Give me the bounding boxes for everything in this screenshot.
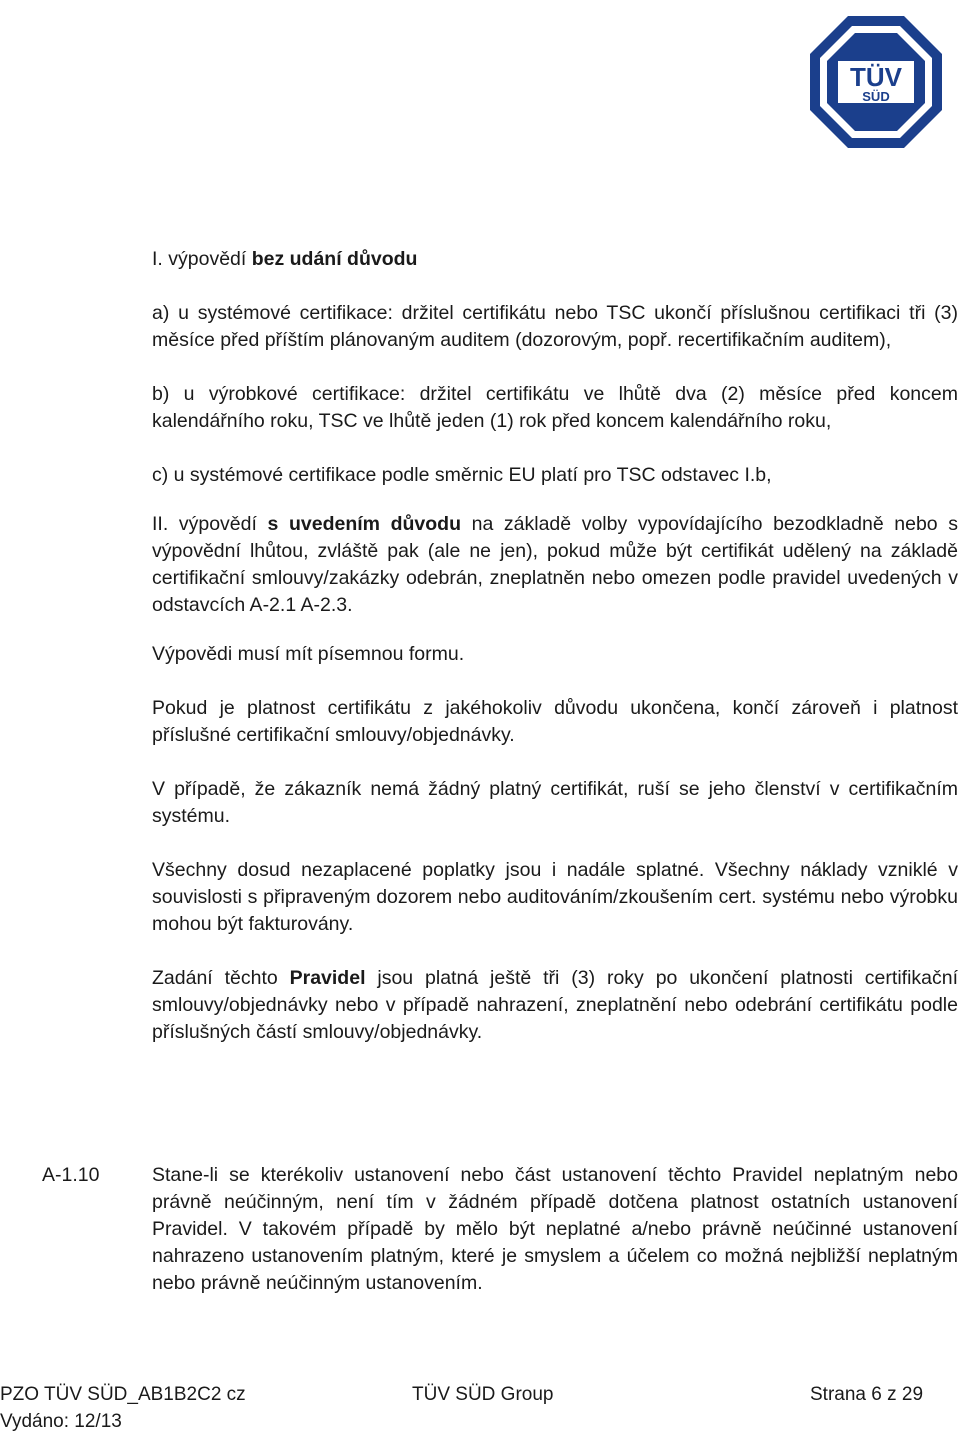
p5-bold: s uvedením důvodu — [267, 513, 461, 535]
p5-prefix: II. výpovědí — [152, 513, 268, 535]
p5-rest: na základě volby vypovídajícího bezodkladně nebo s výpovědní lhůtou, zvláště pak (ale ne jen), pokud může být certifikát udělený na základě certifikační smlouvy/zakázky odebrán, zneplatněn nebo omezen podle pravidel uvedených v odstavcích A-2.1 A-2.3. — [152, 513, 959, 616]
p1-bold: bez udání důvodu — [251, 248, 418, 270]
paragraph-written-form: Výpovědi musí mít písemnou formu. — [152, 643, 465, 665]
paragraph-product-certification: b) u výrobkové certifikace: držitel certifikátu ve lhůtě dva (2) měsíce před koncem kalendářního roku, TSC ve lhůtě jeden (1) rok před koncem kalendářního roku, — [152, 383, 958, 432]
footer-issued: Vydáno: 12/13 — [0, 1411, 122, 1432]
paragraph-termination-with-reason — [152, 511, 958, 619]
paragraph-eu-directives: c) u systémové certifikace podle směrnic EU platí pro TSC odstavec I.b, — [152, 464, 772, 486]
p10-rest: jsou platná ještě tři (3) roky po ukončení platnosti certifikační smlouvy/objednávky nebo v případě nahrazení, zneplatnění nebo odebrání certifikátu podle příslušných částí smlouvy/objednávky. — [152, 967, 959, 1043]
paragraph-system-certification: a) u systémové certifikace: držitel certifikátu nebo TSC ukončí příslušnou certifikaci tři (3) měsíce před příštím plánovaným auditem (dozorovým, popř. recertifikačním auditem), — [152, 302, 958, 351]
document-body — [152, 246, 958, 1046]
paragraph-termination-without-reason — [152, 246, 958, 273]
p1-prefix: I. výpovědí — [152, 248, 252, 270]
tuv-sud-logo — [808, 14, 944, 150]
footer-doc-id: PZO TÜV SÜD_AB1B2C2 cz — [0, 1384, 246, 1405]
paragraph-rules-validity — [152, 965, 958, 1046]
paragraph-fees: Všechny dosud nezaplacené poplatky jsou i nadále splatné. Všechny náklady vzniklé v souvislosti s připraveným dozorem nebo auditováním/zkoušením cert. systému nebo výrobku mohou být fakturovány. — [152, 859, 958, 935]
section-number: A-1.10 — [42, 1164, 100, 1186]
paragraph-certificate-validity: Pokud je platnost certifikátu z jakéhokoliv důvodu ukončena, končí zároveň i platnost příslušné certifikační smlouvy/objednávky. — [152, 697, 958, 746]
logo-sud-text: SÜD — [862, 89, 890, 104]
paragraph-membership: V případě, že zákazník nemá žádný platný certifikát, ruší se jeho členství v certifikačním systému. — [152, 778, 958, 827]
footer-page-number: Strana 6 z 29 — [810, 1384, 924, 1405]
footer-group: TÜV SÜD Group — [412, 1384, 554, 1405]
p10-prefix: Zadání těchto — [152, 967, 290, 989]
octagon-logo-icon — [808, 14, 944, 150]
section-paragraph: Stane-li se kterékoliv ustanovení nebo část ustanovení těchto Pravidel neplatným nebo právně neúčinným, není tím v žádném případě dotčena platnost ostatních ustanovení Pravidel. V takovém případě by mělo být neplatné a/nebo právně neúčinné ustanovení nahrazeno ustanovením platným, které je smyslem a účelem co možná nejbližší neplatným nebo právně neúčinným ustanovením. — [152, 1164, 958, 1294]
logo-tuv-text: TÜV — [850, 62, 902, 92]
section-text — [152, 1162, 958, 1297]
p10-bold: Pravidel — [289, 967, 366, 989]
